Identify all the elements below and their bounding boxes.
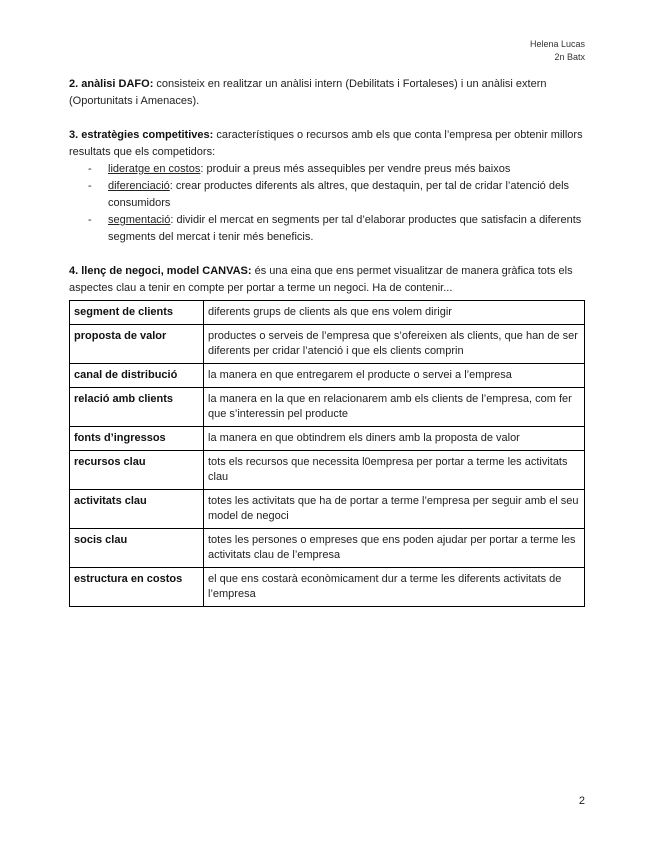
strategy-desc: : produir a preus més assequibles per vendre preus més baixos (200, 163, 511, 175)
canvas-value: la manera en que entregarem el producte o servei a l’empresa (204, 364, 585, 388)
class-label: 2n Batx (554, 52, 585, 62)
strategy-term: lideratge en costos (108, 163, 201, 175)
strategy-desc: : dividir el mercat en segments per tal d’elaborar productes que satisfacin a diferents segments del mercat i tenir més beneficis. (108, 214, 582, 243)
canvas-key: segment de clients (70, 301, 204, 325)
table-row (70, 427, 585, 451)
canvas-value: el que ens costarà econòmicament dur a terme les diferents activitats de l’empresa (204, 568, 585, 607)
canvas-key: relació amb clients (70, 388, 204, 427)
table-row (70, 388, 585, 427)
canvas-text: és una eina que ens permet visualitzar de manera gràfica tots els aspectes clau a tenir en compte per portar a terme un negoci. Ha de contenir... (69, 265, 573, 294)
dafo-paragraph (69, 76, 585, 110)
canvas-key: fonts d’ingressos (70, 427, 204, 451)
dafo-heading: 2. anàlisi DAFO: (69, 78, 154, 90)
canvas-value: productes o serveis de l’empresa que s’ofereixen als clients, que han de ser diferents per cridar l’atenció i que els clients comprin (204, 325, 585, 364)
table-row (70, 529, 585, 568)
table-row (70, 301, 585, 325)
table-row (70, 364, 585, 388)
canvas-key: recursos clau (70, 451, 204, 490)
list-item: - segmentació: dividir el mercat en segments per tal d’elaborar productes que satisfacin a diferents segments del mercat i tenir més beneficis. (88, 214, 582, 243)
table-row (70, 490, 585, 529)
canvas-key: proposta de valor (70, 325, 204, 364)
strategies-text: característiques o recursos amb els que conta l’empresa per obtenir millors resultats que els competidors: (69, 129, 583, 158)
page-header (530, 38, 585, 64)
canvas-key: canal de distribució (70, 364, 204, 388)
canvas-heading: 4. llenç de negoci, model CANVAS: (69, 265, 252, 277)
table-row (70, 451, 585, 490)
canvas-value: totes les activitats que ha de portar a terme l’empresa per seguir amb el seu model de negoci (204, 490, 585, 529)
canvas-key: activitats clau (70, 490, 204, 529)
list-item: - diferenciació: crear productes diferents als altres, que destaquin, per tal de cridar l’atenció dels consumidors (88, 180, 570, 209)
table-row (70, 568, 585, 607)
canvas-value: la manera en que obtindrem els diners amb la proposta de valor (204, 427, 585, 451)
strategies-paragraph (69, 127, 585, 161)
list-item: - lideratge en costos: produir a preus més assequibles per vendre preus més baixos (88, 163, 511, 175)
canvas-table (69, 300, 585, 607)
canvas-key: socis clau (70, 529, 204, 568)
dafo-text: consisteix en realitzar un anàlisi intern (Debilitats i Fortaleses) i un anàlisi extern (Oportunitats i Amenaces). (69, 78, 547, 107)
canvas-value: la manera en la que en relacionarem amb els clients de l’empresa, com fer que s’interessin pel producte (204, 388, 585, 427)
canvas-paragraph (69, 263, 585, 297)
author-name: Helena Lucas (529, 39, 585, 49)
strategies-heading: 3. estratègies competitives: (69, 129, 214, 141)
canvas-value: totes les persones o empreses que ens poden ajudar per portar a terme les activitats clau de l’empresa (204, 529, 585, 568)
strategy-term: diferenciació (108, 180, 170, 192)
canvas-value: diferents grups de clients als que ens volem dirigir (204, 301, 585, 325)
strategies-list (69, 161, 585, 246)
strategy-term: segmentació (108, 214, 171, 226)
strategy-desc: : crear productes diferents als altres, que destaquin, per tal de cridar l’atenció dels consumidors (108, 180, 570, 209)
canvas-key: estructura en costos (70, 568, 204, 607)
document-body (69, 76, 585, 607)
page-number: 2 (578, 795, 585, 807)
canvas-value: tots els recursos que necessita l0empresa per portar a terme les activitats clau (204, 451, 585, 490)
table-row (70, 325, 585, 364)
